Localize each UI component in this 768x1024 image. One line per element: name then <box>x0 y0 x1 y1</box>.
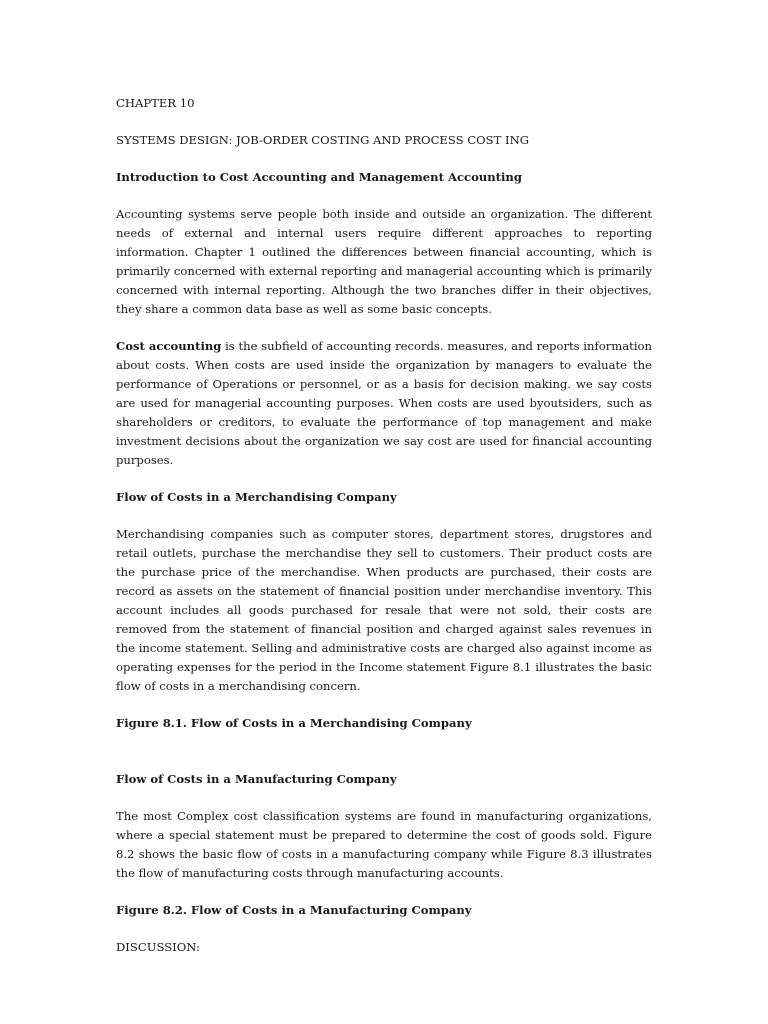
merchandising-heading: Flow of Costs in a Merchandising Company <box>116 490 397 504</box>
manufacturing-heading: Flow of Costs in a Manufacturing Company <box>116 772 397 786</box>
cost-accounting-term: Cost accounting <box>116 339 222 353</box>
chapter-label: CHAPTER 10 <box>116 96 195 110</box>
intro-heading: Introduction to Cost Accounting and Management Accounting <box>116 170 522 184</box>
figure-8-2-caption: Figure 8.2. Flow of Costs in a Manufacturing Company <box>116 903 472 917</box>
cost-accounting-paragraph <box>116 337 652 470</box>
manufacturing-paragraph: The most Complex cost classification systems are found in manufacturing organizations, where a special statement must be prepared to determine the cost of goods sold. Figure 8.2 shows the basic flow of costs in a manufacturing company while Figure 8.3 illustrates the flow of manufacturing costs through manufacturing accounts. <box>116 809 652 880</box>
figure-8-1-caption: Figure 8.1. Flow of Costs in a Merchandising Company <box>116 716 472 730</box>
intro-paragraph: Accounting systems serve people both inside and outside an organization. The different needs of external and internal users require different approaches to reporting information. Chapter 1 outlined the differences between financial accounting, which is primarily concerned with external reporting and managerial accounting which is primarily concerned with internal reporting. Although the two branches differ in their objectives, they share a common data base as well as some basic concepts. <box>116 207 652 316</box>
merchandising-paragraph: Merchandising companies such as computer stores, department stores, drugstores and retail outlets, purchase the merchandise they sell to customers. Their product costs are the purchase price of the merchandise. When products are purchased, their costs are record as assets on the statement of financial position under merchandise inventory. This account includes all goods purchased for resale that were not sold, their costs are removed from the statement of financial position and charged against sales revenues in the income statement. Selling and administrative costs are charged also against income as operating expenses for the period in the Income statement Figure 8.1 illustrates the basic flow of costs in a merchandising concern. <box>116 527 652 693</box>
cost-accounting-text: is the subfield of accounting records. measures, and reports information about costs. When costs are used inside the organization by managers to evaluate the performance of Operations or personnel, or as a basis for decision making. we say costs are used for managerial accounting purposes. When costs are used byoutsiders, such as shareholders or creditors, to evaluate the performance of top management and make investment decisions about the organization we say cost are used for financial accounting purposes. <box>116 339 652 467</box>
discussion-label: DISCUSSION: <box>116 940 200 954</box>
chapter-title: SYSTEMS DESIGN: JOB-ORDER COSTING AND PROCESS COST ING <box>116 133 529 147</box>
